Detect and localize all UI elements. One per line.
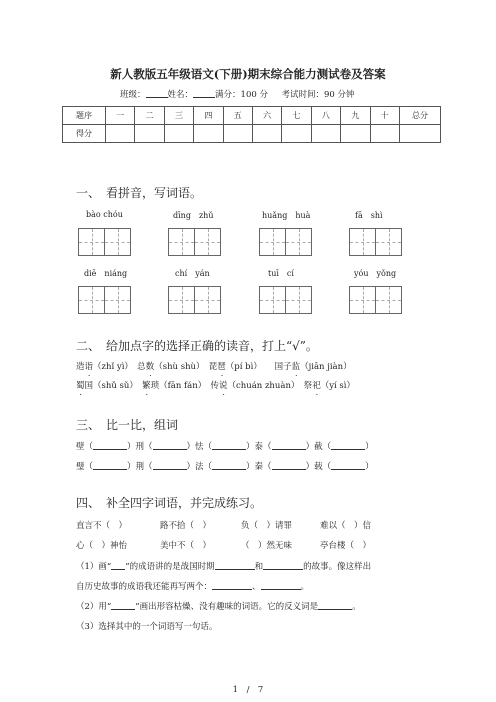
text[interactable]: （pí bì） 国子 bbox=[225, 362, 292, 372]
writing-grid[interactable] bbox=[349, 228, 401, 256]
score-row-label: 得分 bbox=[63, 125, 106, 143]
answer-blank[interactable] bbox=[212, 441, 246, 450]
question-3: （3）选择其中的一个词语写一句话。 bbox=[76, 622, 218, 632]
dotted-char: 蜀 bbox=[76, 381, 85, 391]
text[interactable]: 国（shǔ sǔ） bbox=[84, 381, 143, 391]
score-input[interactable] bbox=[311, 125, 340, 143]
underline-mark bbox=[111, 561, 125, 570]
text: 造 bbox=[76, 362, 85, 372]
answer-blank[interactable] bbox=[263, 561, 303, 570]
score-cell: 五 bbox=[223, 107, 252, 125]
name-label: 姓名： bbox=[167, 90, 194, 100]
text[interactable]: （yí sì） bbox=[320, 381, 356, 391]
text[interactable]: （zhǐ yì） 总 bbox=[93, 362, 146, 372]
page-title: 新人教版五年级语文(下册)期末综合能力测试卷及答案 bbox=[110, 67, 386, 81]
pinyin: diē niáng bbox=[84, 269, 128, 278]
answer-blank[interactable] bbox=[318, 601, 352, 610]
pinyin: huǎng huà bbox=[262, 211, 311, 220]
answer-blank[interactable] bbox=[212, 581, 252, 590]
page-number: 1 / 7 bbox=[232, 685, 264, 695]
answer-blank[interactable] bbox=[212, 461, 246, 470]
text: （2）用“ bbox=[76, 602, 112, 612]
text: ”的成语讲的是战国时期 bbox=[125, 562, 215, 572]
text: ） bbox=[365, 462, 374, 472]
text: ） bbox=[365, 442, 374, 452]
score-cell: 一 bbox=[106, 107, 135, 125]
text[interactable]: （shù shù） 琵 bbox=[154, 362, 218, 372]
word-group-line-1 bbox=[76, 440, 374, 452]
pronunciation-line-2 bbox=[76, 379, 355, 391]
section-3-heading: 三、 比一比，组词 bbox=[76, 418, 179, 432]
text: ）秦（ bbox=[246, 462, 272, 472]
section-2-heading: 二、 给加点字的选择正确的读音，打上“√”。 bbox=[76, 339, 318, 353]
student-info-line bbox=[120, 88, 355, 100]
text[interactable]: （jiān jiàn） bbox=[300, 362, 352, 372]
writing-grid[interactable] bbox=[78, 228, 130, 256]
section-4-heading: 四、 补全四字词语，并完成练习。 bbox=[76, 496, 263, 510]
text: ）荆（ bbox=[127, 462, 153, 472]
score-input[interactable] bbox=[400, 125, 441, 143]
text: ）截（ bbox=[305, 442, 332, 452]
score-cell: 题序 bbox=[63, 107, 106, 125]
answer-blank[interactable] bbox=[331, 441, 365, 450]
writing-grid[interactable] bbox=[78, 286, 130, 314]
writing-grid[interactable] bbox=[168, 228, 220, 256]
answer-blank[interactable] bbox=[215, 561, 255, 570]
score-cell: 总分 bbox=[400, 107, 441, 125]
score-input[interactable] bbox=[223, 125, 252, 143]
class-label: 班级： bbox=[120, 90, 146, 100]
idiom[interactable]: 难以（ ）信 bbox=[320, 521, 372, 531]
dotted-char: 繁 bbox=[142, 381, 151, 391]
score-cell: 八 bbox=[311, 107, 340, 125]
idiom[interactable]: 心（ ）神怡 bbox=[76, 541, 128, 551]
answer-blank[interactable] bbox=[272, 441, 306, 450]
text: 壁（ bbox=[76, 442, 94, 452]
question-1-continued bbox=[76, 580, 309, 592]
question-2 bbox=[76, 600, 361, 612]
dotted-char: 琶 bbox=[217, 362, 226, 372]
pinyin: chí yán bbox=[175, 269, 210, 278]
dotted-char: 祀 bbox=[312, 381, 321, 391]
pinyin: fā shì bbox=[355, 211, 383, 220]
score-cell: 六 bbox=[252, 107, 281, 125]
text: 。 bbox=[352, 602, 361, 612]
score-cell: 二 bbox=[135, 107, 164, 125]
idiom[interactable]: 美中不（ ） bbox=[160, 541, 212, 551]
score-header-row bbox=[63, 107, 441, 125]
score-cell: 四 bbox=[194, 107, 223, 125]
class-blank[interactable] bbox=[146, 89, 168, 98]
writing-grid[interactable] bbox=[259, 228, 311, 256]
writing-grid[interactable] bbox=[168, 286, 220, 314]
answer-blank[interactable] bbox=[272, 461, 306, 470]
score-table bbox=[62, 106, 441, 143]
score-cell: 九 bbox=[341, 107, 370, 125]
pinyin: tuī cí bbox=[268, 269, 294, 278]
answer-blank[interactable] bbox=[93, 441, 127, 450]
full-score: 满分：100 分 bbox=[215, 90, 268, 100]
answer-blank[interactable] bbox=[261, 581, 301, 590]
answer-blank[interactable] bbox=[93, 461, 127, 470]
pinyin: dīng zhǔ bbox=[173, 211, 214, 220]
idiom[interactable]: 亭台楼（ ） bbox=[320, 541, 372, 551]
text: 璧（ bbox=[76, 462, 94, 472]
text[interactable]: 琐（fān fán） 传 bbox=[150, 381, 219, 391]
text: ）载（ bbox=[305, 462, 332, 472]
text: 自历史故事的成语我还能再写两个： bbox=[76, 582, 213, 592]
score-input[interactable] bbox=[194, 125, 223, 143]
text: ）刑（ bbox=[127, 442, 153, 452]
text: 和 bbox=[254, 562, 264, 572]
name-blank[interactable] bbox=[193, 89, 215, 98]
dotted-char: 说 bbox=[218, 381, 228, 391]
score-input[interactable] bbox=[370, 125, 399, 143]
dotted-char: 数 bbox=[145, 362, 155, 372]
score-input[interactable] bbox=[282, 125, 311, 143]
text: ）怯（ bbox=[186, 442, 213, 452]
answer-blank[interactable] bbox=[153, 461, 187, 470]
text: ”画出形容枯燥、没有趣味的词语。它的反义词是 bbox=[135, 602, 319, 612]
text: ）泰（ bbox=[246, 442, 272, 452]
score-input[interactable] bbox=[164, 125, 193, 143]
score-cell: 七 bbox=[282, 107, 311, 125]
idiom[interactable]: 直言不（ ） bbox=[76, 521, 128, 531]
underline-mark bbox=[111, 601, 135, 610]
writing-grid[interactable] bbox=[259, 286, 311, 314]
score-cell: 三 bbox=[164, 107, 193, 125]
text: ）法（ bbox=[186, 462, 213, 472]
question-1 bbox=[76, 560, 371, 572]
idiom[interactable]: 路不拾（ ） bbox=[160, 521, 212, 531]
text: 的故事。像这样出 bbox=[303, 562, 372, 572]
answer-blank[interactable] bbox=[153, 441, 187, 450]
writing-grid[interactable] bbox=[349, 286, 401, 314]
text: 、 bbox=[252, 582, 261, 592]
section-1-heading: 一、 看拼音，写词语。 bbox=[76, 186, 203, 200]
pinyin: bào chóu bbox=[86, 210, 123, 219]
idiom[interactable]: （ ）然无味 bbox=[241, 541, 293, 551]
score-input[interactable] bbox=[341, 125, 370, 143]
exam-time: 考试时间：90 分钟 bbox=[281, 90, 355, 100]
pinyin: yóu yǒng bbox=[354, 269, 397, 278]
text: （1）画“ bbox=[76, 562, 112, 572]
text[interactable]: （chuán zhuàn） 祭 bbox=[227, 381, 313, 391]
score-input[interactable] bbox=[252, 125, 281, 143]
text: 。 bbox=[300, 582, 310, 592]
word-group-line-2 bbox=[76, 460, 374, 472]
score-value-row bbox=[63, 125, 441, 143]
pronunciation-line-1 bbox=[76, 360, 352, 372]
score-input[interactable] bbox=[106, 125, 135, 143]
score-cell: 十 bbox=[370, 107, 399, 125]
score-input[interactable] bbox=[135, 125, 164, 143]
dotted-char: 诣 bbox=[84, 362, 94, 372]
answer-blank[interactable] bbox=[331, 461, 365, 470]
idiom[interactable]: 负（ ）请罪 bbox=[241, 521, 293, 531]
dotted-char: 监 bbox=[291, 362, 301, 372]
